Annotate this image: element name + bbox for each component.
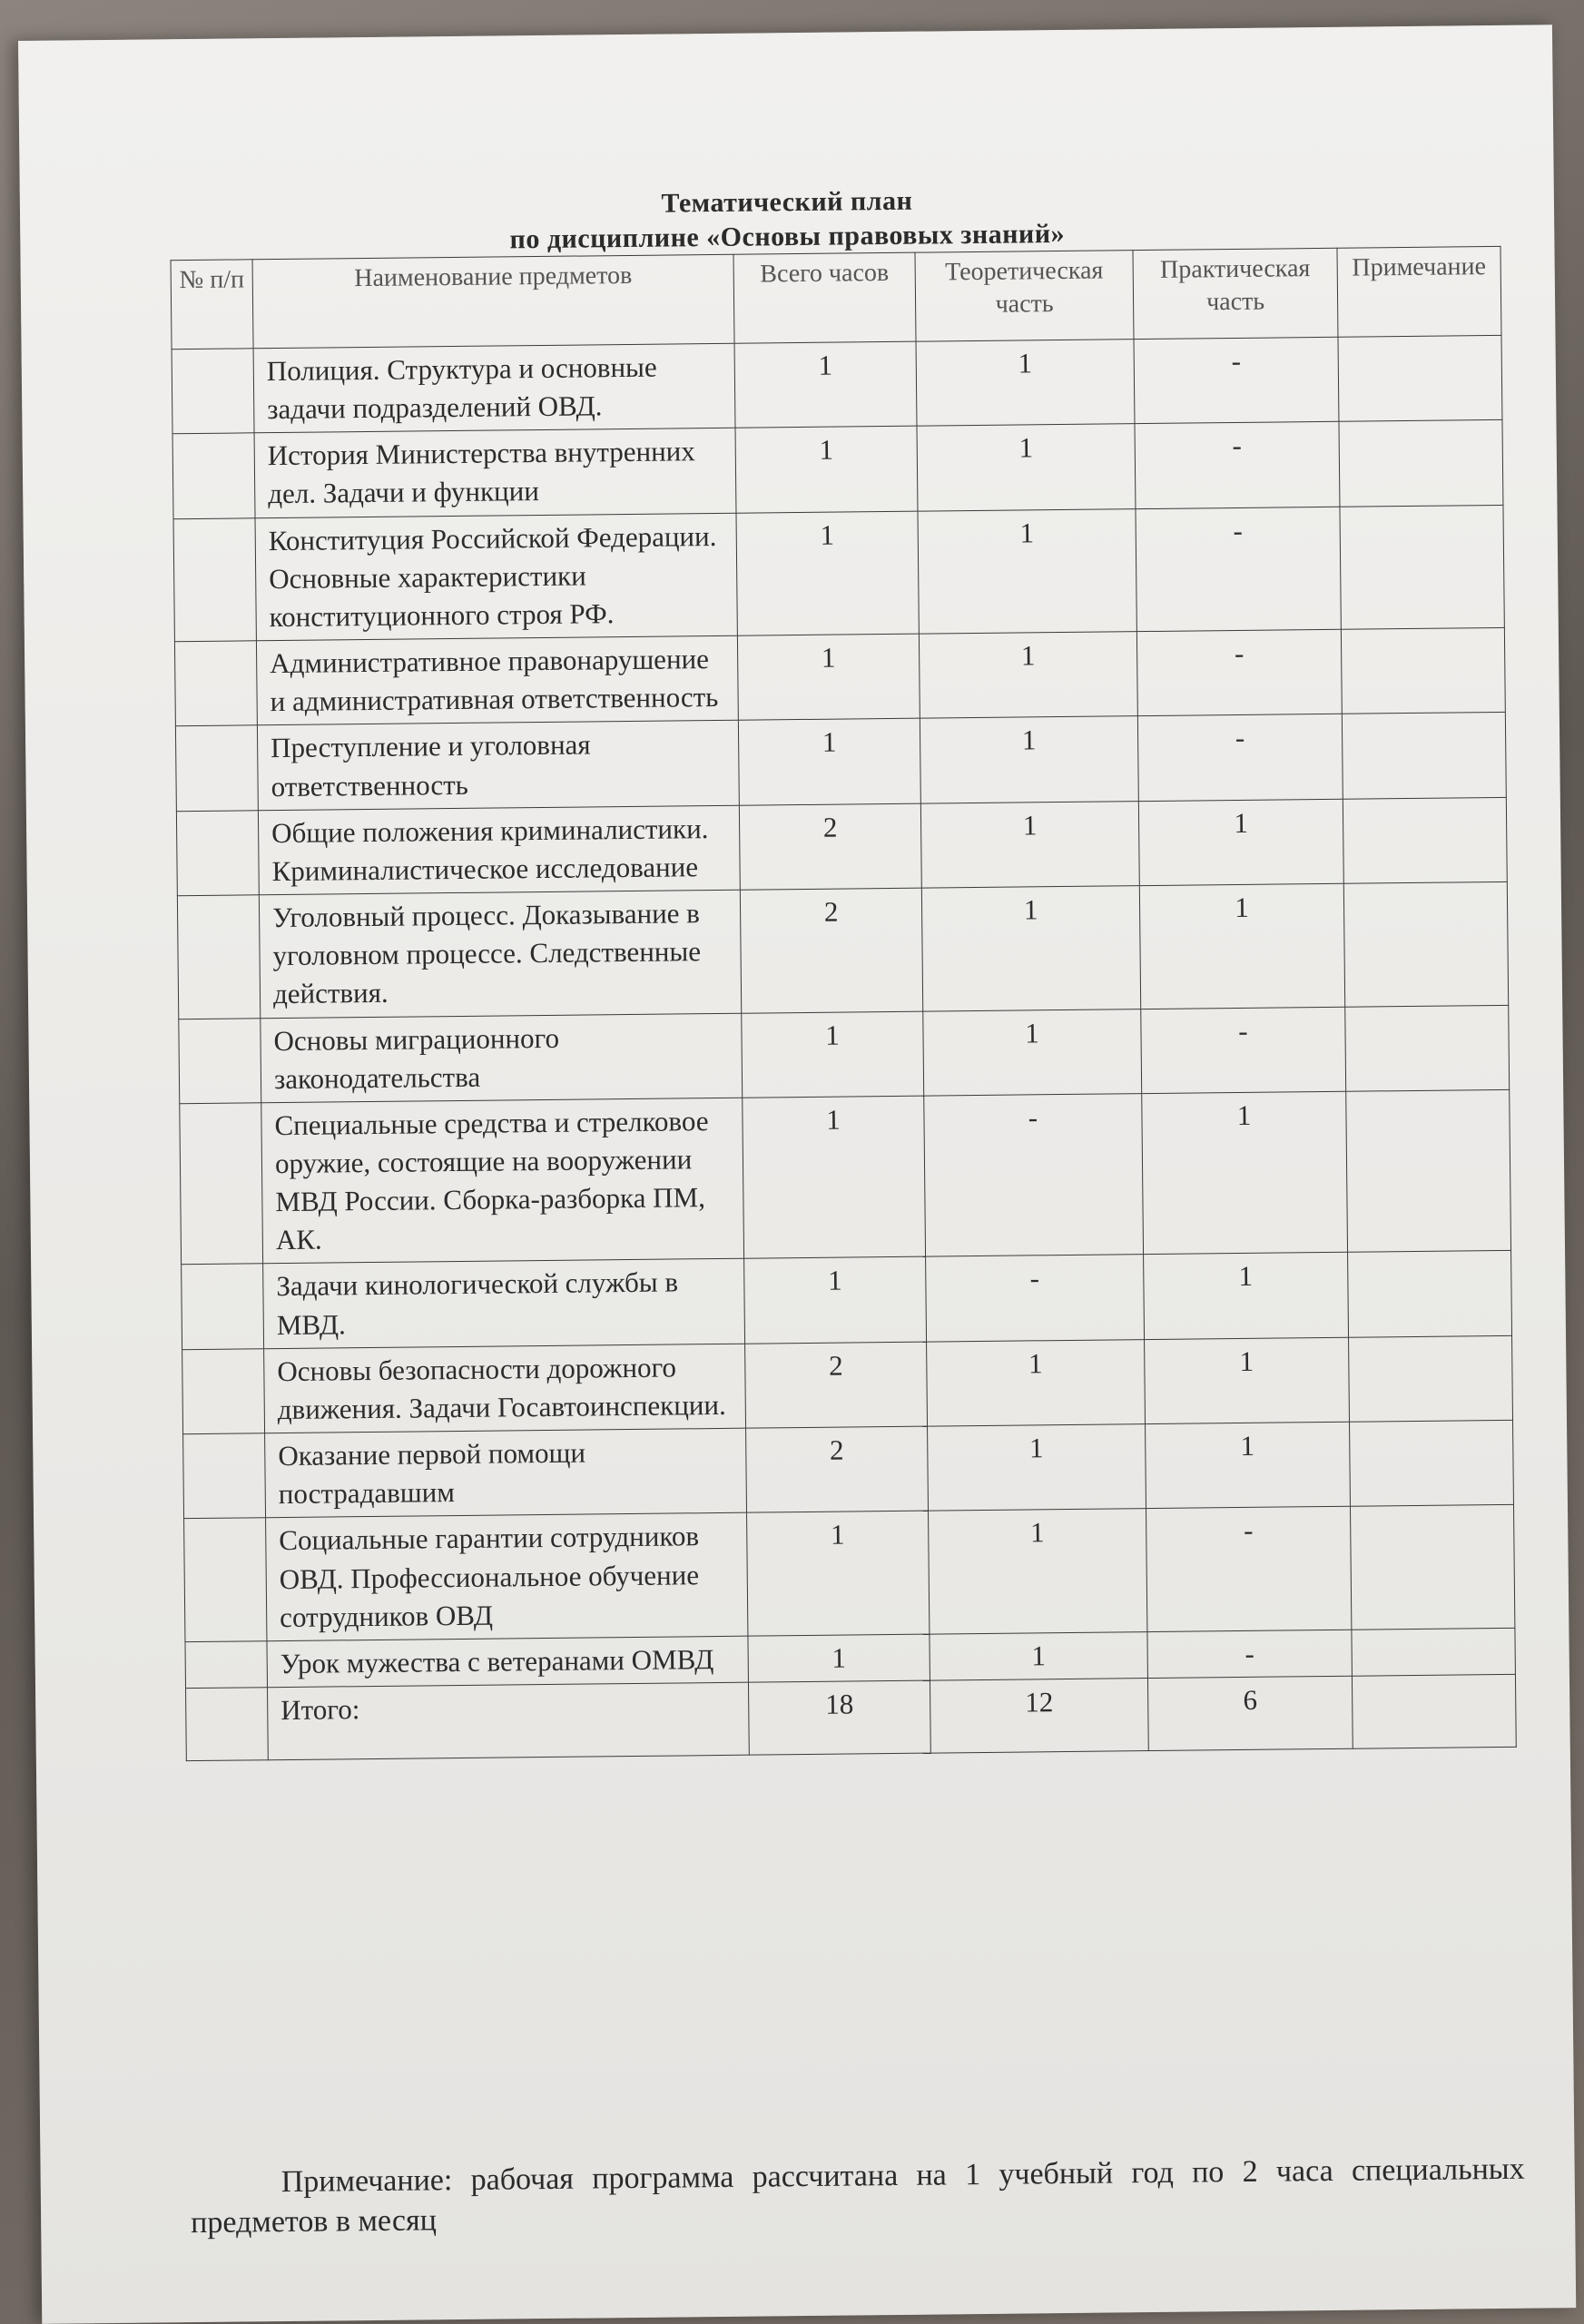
total-label: Итого: <box>268 1682 750 1760</box>
footnote-text: Примечание: рабочая программа рассчитана на 1 учебный год по 2 часа специальных предметов в месяц <box>190 2152 1525 2240</box>
row-practice: 1 <box>1145 1337 1350 1424</box>
row-theory: 1 <box>917 424 1136 511</box>
row-num-cell <box>179 1018 261 1103</box>
header-total: Всего часов <box>733 252 916 343</box>
table-row <box>182 1251 1512 1350</box>
row-note <box>1338 335 1502 421</box>
row-total: 1 <box>735 426 918 512</box>
row-name: Специальные средства и стрелковое оружие, состоящие на вооружении МВД России. Сборка-разборка ПМ, АК. <box>261 1098 744 1264</box>
table-row <box>182 1335 1513 1434</box>
row-num-cell <box>182 1264 264 1349</box>
row-total: 1 <box>744 1257 927 1344</box>
row-num-cell <box>174 641 257 726</box>
row-note <box>1346 1089 1511 1253</box>
row-total: 1 <box>742 1011 924 1098</box>
row-note <box>1342 713 1506 799</box>
row-num-cell <box>173 517 256 641</box>
row-note <box>1341 627 1505 714</box>
plan-title: Тематический план <box>661 185 913 219</box>
header-num: № п/п <box>171 260 253 350</box>
table-row <box>174 627 1505 726</box>
row-name: Конституция Российской Федерации. Основные характеристики конституционного строя РФ. <box>255 513 737 641</box>
thematic-plan-table <box>171 246 1517 1761</box>
footnote <box>190 2150 1525 2244</box>
row-num-cell <box>185 1641 268 1689</box>
row-name: Общие положения криминалистики. Криминалистическое исследование <box>258 805 740 895</box>
row-practice: 1 <box>1139 883 1344 1009</box>
row-theory: 1 <box>916 340 1135 427</box>
row-name: Полиция. Структура и основные задачи подразделений ОВД. <box>253 343 735 433</box>
table-row <box>179 1005 1510 1104</box>
table-row <box>180 1089 1511 1265</box>
row-num-cell <box>180 1103 263 1265</box>
total-theory: 12 <box>930 1679 1148 1754</box>
row-total: 2 <box>740 888 922 1013</box>
total-hours: 18 <box>748 1680 930 1755</box>
row-theory: 1 <box>929 1509 1147 1634</box>
row-theory: 1 <box>930 1631 1148 1680</box>
row-num-cell <box>183 1433 266 1519</box>
row-name: Оказание первой помощи пострадавшим <box>265 1428 747 1518</box>
row-theory: 1 <box>923 1009 1142 1096</box>
table-row <box>183 1420 1514 1519</box>
row-total: 1 <box>743 1096 926 1259</box>
row-practice: - <box>1135 422 1340 509</box>
row-practice: - <box>1136 507 1341 632</box>
row-name: Административное правонарушение и административная ответственность <box>256 635 738 725</box>
header-theory: Теоретическая часть <box>915 251 1134 342</box>
row-practice: 1 <box>1138 799 1343 886</box>
row-practice: - <box>1141 1007 1346 1094</box>
row-theory: - <box>926 1255 1145 1342</box>
row-theory: 1 <box>921 886 1140 1011</box>
table-row <box>184 1505 1515 1642</box>
table-row <box>172 335 1502 434</box>
row-num-cell <box>172 433 255 518</box>
header-note: Примечание <box>1337 246 1501 337</box>
row-name: Уголовный процесс. Доказывание в уголовном процессе. Следственные действия. <box>259 890 741 1018</box>
row-name: Преступление и уголовная ответственность <box>257 721 739 811</box>
row-num-cell <box>175 725 258 811</box>
row-total: 2 <box>739 803 921 890</box>
row-name: Задачи кинологической службы в МВД. <box>263 1259 745 1349</box>
row-total: 2 <box>745 1342 928 1428</box>
row-total: 1 <box>738 719 920 805</box>
row-note <box>1340 505 1504 629</box>
row-note <box>1339 420 1503 507</box>
total-practice: 6 <box>1147 1676 1353 1750</box>
header-practice: Практическая часть <box>1133 248 1338 339</box>
row-total: 1 <box>737 634 920 720</box>
row-practice: - <box>1134 337 1339 424</box>
row-note <box>1350 1505 1514 1630</box>
header-name: Наименование предметов <box>252 254 734 349</box>
table-row <box>175 713 1506 812</box>
row-practice: - <box>1147 1630 1353 1679</box>
row-theory: 1 <box>919 632 1137 719</box>
row-practice: 1 <box>1142 1091 1348 1255</box>
row-name: Урок мужества с ветеранами ОМВД <box>267 1636 749 1688</box>
row-total: 1 <box>747 1511 930 1636</box>
total-row <box>186 1674 1517 1760</box>
row-theory: 1 <box>920 801 1139 888</box>
row-name: Социальные гарантии сотрудников ОВД. Профессиональное обучение сотрудников ОВД <box>266 1513 748 1641</box>
table-header-row <box>171 246 1501 349</box>
row-note <box>1352 1674 1516 1748</box>
row-note <box>1345 1005 1510 1091</box>
row-total: 2 <box>746 1426 929 1512</box>
row-num-cell <box>177 895 260 1019</box>
row-name: Основы миграционного законодательства <box>261 1013 743 1103</box>
row-practice: 1 <box>1146 1422 1351 1509</box>
table-row <box>177 881 1508 1019</box>
table-row <box>173 505 1504 642</box>
row-total: 1 <box>734 341 917 428</box>
row-num-cell <box>186 1688 269 1761</box>
row-practice: - <box>1137 714 1343 802</box>
row-num-cell <box>184 1518 267 1641</box>
table-row <box>172 420 1503 519</box>
row-num-cell <box>176 810 259 895</box>
row-note <box>1343 881 1508 1006</box>
row-note <box>1343 797 1507 883</box>
row-theory: 1 <box>918 508 1136 634</box>
row-total: 1 <box>736 511 919 636</box>
table-row <box>176 797 1507 896</box>
row-note <box>1348 1251 1512 1337</box>
row-note <box>1349 1335 1513 1422</box>
row-name: Основы безопасности дорожного движения. Задачи Госавтоинспекции. <box>264 1344 746 1433</box>
row-theory: 1 <box>928 1424 1146 1512</box>
row-note <box>1350 1420 1514 1506</box>
row-practice: - <box>1146 1507 1352 1632</box>
row-name: История Министерства внутренних дел. Задачи и функции <box>254 428 736 518</box>
row-num-cell <box>172 349 254 434</box>
row-theory: 1 <box>927 1339 1146 1426</box>
row-practice: - <box>1136 629 1342 716</box>
row-note <box>1352 1628 1516 1676</box>
row-theory: 1 <box>920 716 1138 803</box>
row-theory: - <box>924 1093 1144 1256</box>
row-total: 1 <box>748 1634 930 1682</box>
paper-sheet <box>18 25 1576 2324</box>
row-practice: 1 <box>1144 1253 1349 1340</box>
plan-subtitle: по дисциплине «Основы правовых знаний» <box>509 218 1066 255</box>
row-num-cell <box>182 1348 265 1433</box>
